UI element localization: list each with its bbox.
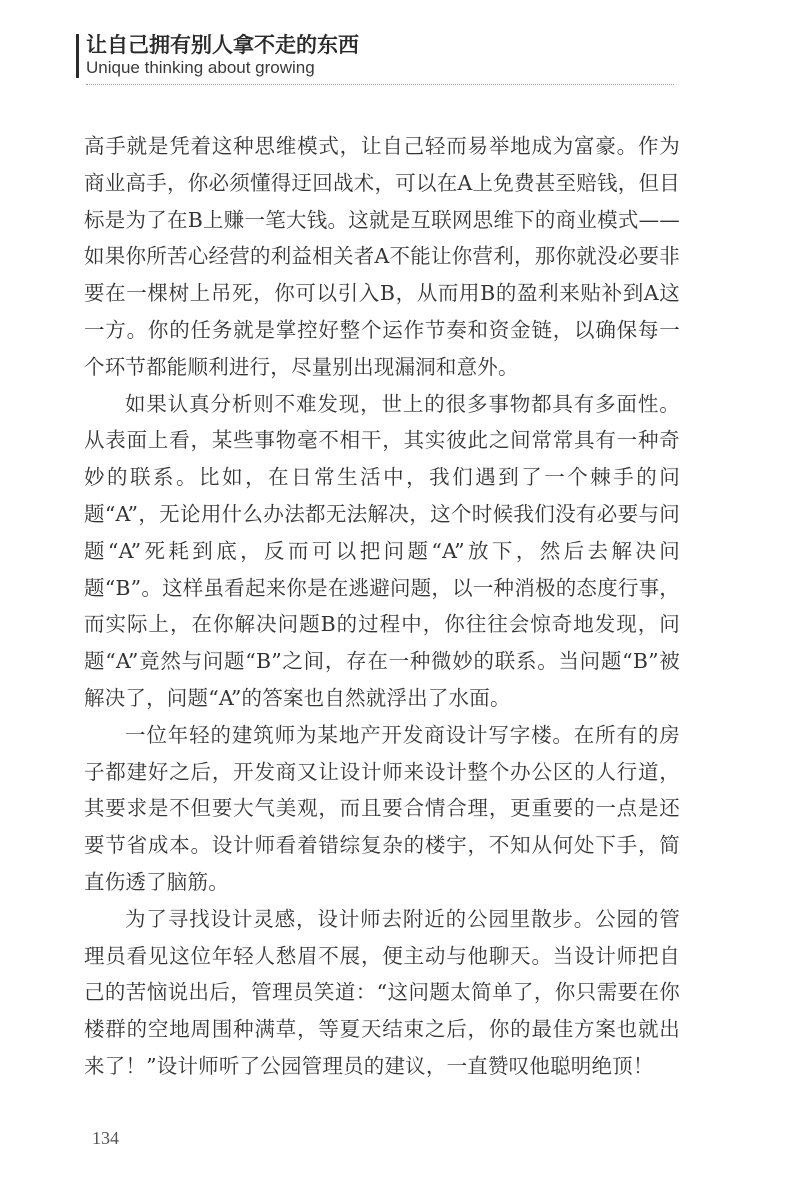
header-divider [86, 84, 674, 85]
paragraph: 为了寻找设计灵感，设计师去附近的公园里散步。公园的管理员看见这位年轻人愁眉不展，便主动与他聊天。当设计师把自己的苦恼说出后，管理员笑道：“这问题太简单了，你只需要在你楼群的空地周围种满草，等夏天结束之后，你的最佳方案也就出来了！”设计师听了公园管理员的建议，一直赞叹他聪明绝顶！ [84, 906, 680, 1078]
book-subtitle: Unique thinking about growing [86, 58, 315, 77]
page-header [76, 32, 676, 88]
paragraph: 高手就是凭着这种思维模式，让自己轻而易举地成为富豪。作为商业高手，你必须懂得迂回战术，可以在A上免费甚至赔钱，但目标是为了在B上赚一笔大钱。这就是互联网思维下的商业模式——如果你所苦心经营的利益相关者A不能让你营利，那你就没必要非要在一棵树上吊死，你可以引入B，从而用B的盈利来贴补到A这一方。你的任务就是掌控好整个运作节奏和资金链，以确保每一个环节都能顺利进行，尽量别出现漏洞和意外。 [84, 134, 680, 379]
body-text [84, 128, 680, 1085]
paragraph: 如果认真分析则不难发现，世上的很多事物都具有多面性。从表面上看，某些事物毫不相干，其实彼此之间常常具有一种奇妙的联系。比如，在日常生活中，我们遇到了一个棘手的问题“A”，无论用什么办法都无法解决，这个时候我们没有必要与问题“A”死耗到底，反而可以把问题“A”放下，然后去解决问题“B”。这样虽看起来你是在逃避问题，以一种消极的态度行事，而实际上，在你解决问题B的过程中，你往往会惊奇地发现，问题“A”竟然与问题“B”之间，存在一种微妙的联系。当问题“B”被解决了，问题“A”的答案也自然就浮出了水面。 [84, 391, 680, 710]
page-number: 134 [92, 1128, 119, 1148]
paragraph: 一位年轻的建筑师为某地产开发商设计写字楼。在所有的房子都建好之后，开发商又让设计师来设计整个办公区的人行道，其要求是不但要大气美观，而且要合情合理，更重要的一点是还要节省成本。设计师看着错综复杂的楼宇，不知从何处下手，简直伤透了脑筋。 [84, 722, 680, 894]
header-accent-bar [76, 34, 79, 78]
book-title: 让自己拥有别人拿不走的东西 [86, 32, 359, 57]
